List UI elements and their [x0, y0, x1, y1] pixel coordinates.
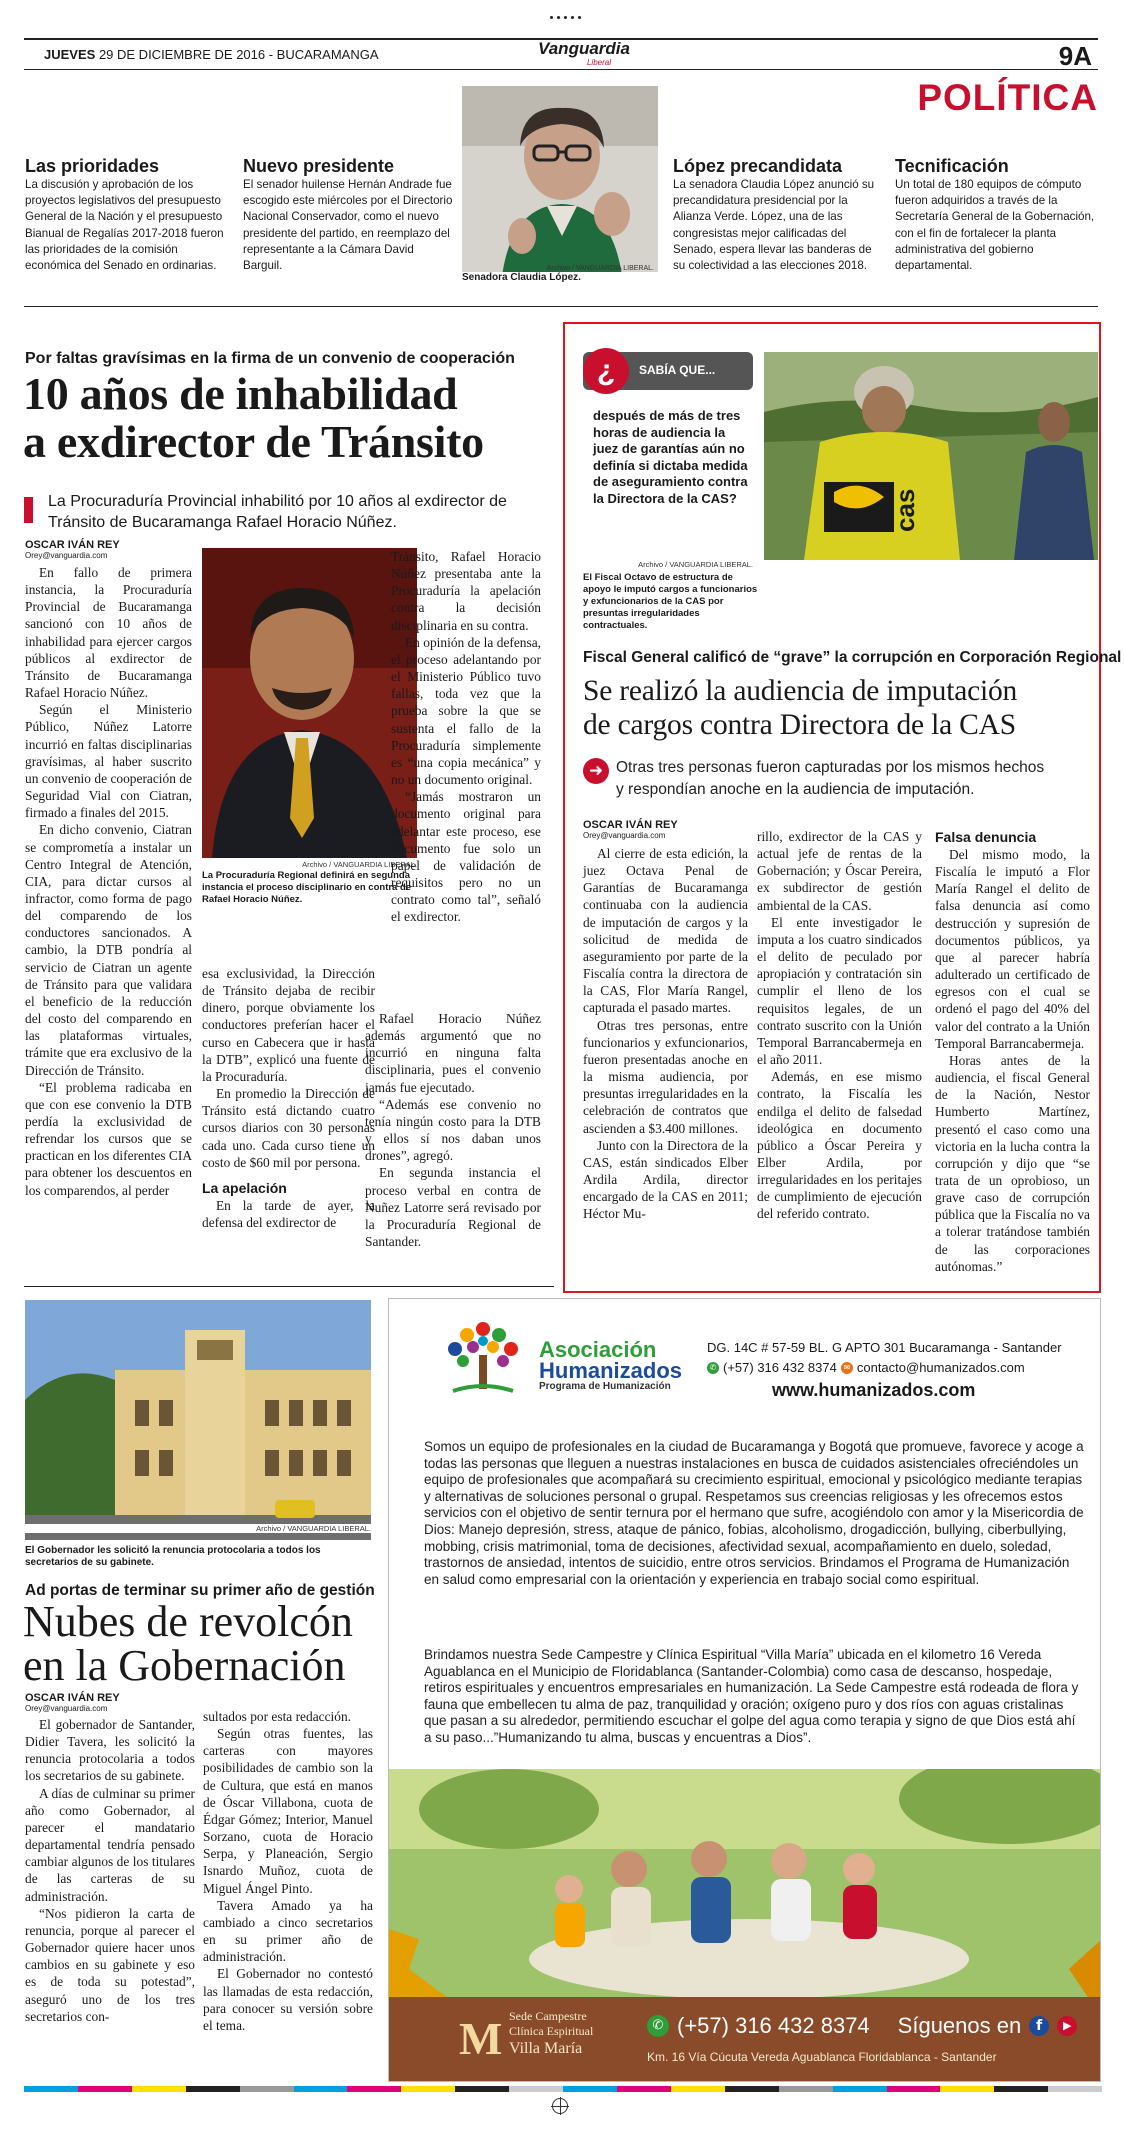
divider	[24, 306, 1098, 307]
header-date: JUEVES 29 DE DICIEMBRE DE 2016 - BUCARAMANGA	[44, 47, 379, 62]
article1-col1: En fallo de primera instancia, la Procuraduría Provincial de Bucaramanga sancionó con 10 años de inhabilidad para ejercer cargos públicos al exdirector de Tránsito de Bucaramanga Rafael Horacio Núñez. Según el Ministerio Público, Núñez Latorre incurrió en faltas disciplinarias gravísimas, al haber suscrito un convenio de cooperación de Seguridad Vial con Ciatran, firmado a finales del 2015. En dicho convenio, Ciatran se comprometía a instalar un Centro Integral de Atención, CIA, para dictar cursos al infractor, como forma de pago del comparendo de los conductores sancionados. A cambio, la DTB pondría al servicio de Ciatran un agente de Tránsito para que validara el beneficio de la reducción del costo del comparendo en las plataformas virtuales, trámite que era exclusivo de la Dirección de Tránsito. “El problema radicaba en que con ese convenio la DTB perdía la exclusividad de refrendar los cursos que se practican en los diferentes CIA para obtener los descuentos en los comparendos, al perder	[25, 565, 192, 1198]
brief-prioridades	[25, 155, 235, 274]
article2-summary: Otras tres personas fueron capturadas por los mismos hechos y respondían anoche en la audiencia de imputación.	[616, 759, 1045, 798]
email-icon: ✉	[841, 1362, 853, 1374]
gobernacion-photo	[25, 1300, 371, 1540]
summary-marker	[24, 497, 33, 523]
brief-title: López precandidata	[673, 156, 843, 176]
whatsapp-icon: ✆	[647, 2015, 669, 2037]
photo-caption: El Gobernador les solicitó la renuncia protocolaria a todos los secretarios de su gabinete.	[25, 1545, 321, 1568]
brief-lopez	[673, 155, 883, 274]
photo-caption: La Procuraduría Regional definirá en segunda instancia el proceso disciplinario en contra de Rafael Horacio Núñez.	[202, 870, 412, 905]
sabia-que-label: SABÍA QUE...	[639, 363, 716, 377]
divider	[24, 1286, 554, 1287]
ad-address: DG. 14C # 57-59 BL. G APTO 301 Bucaramanga - Santander	[707, 1340, 1062, 1355]
tree-logo-icon	[433, 1315, 533, 1395]
registration-mark-icon	[552, 2098, 568, 2114]
brief-tecnificacion	[895, 155, 1100, 274]
article2-kicker: Fiscal General calificó de “grave” la corrupción en Corporación Regional	[583, 649, 1122, 666]
villa-maria-name: Sede Campestre Clínica Espiritual Villa María	[509, 2009, 594, 2057]
phone-icon: ✆	[707, 1362, 719, 1374]
portrait-illustration	[462, 86, 658, 276]
photo-credit: Archivo / VANGUARDIA LIBERAL.	[546, 265, 654, 272]
subhead-apelacion: La apelación	[202, 1179, 287, 1196]
brief-title: Nuevo presidente	[243, 156, 395, 176]
article1-col3-bottom: Rafael Horacio Núñez además argumentó que no incurrió en ninguna falta disciplinaria, pues el convenio jamás fue ejecutado. “Además ese convenio no tenía ningún costo para la DTB y ellos sí nos daban unos drones”, agregó. En segunda instancia el proceso verbal en contra de Nuñez Latorre será revisado por la Procuraduría Regional de Santander.	[365, 1011, 541, 1250]
ad-footer-contact: ✆ (+57) 316 432 8374 Síguenos en f ▶	[647, 2013, 1077, 2039]
ad-website[interactable]: www.humanizados.com	[772, 1380, 976, 1400]
ad-paragraph-1: Somos un equipo de profesionales en la ciudad de Bucaramanga y Bogotá que promueve, favorece y acoge a todas las personas que lleguen a nuestras instalaciones en busca de cuidados asistenciales ofreciéndoles un equipo de profesionales que acompañará su crecimiento espiritual, emocional y psicológico mediante terapias y alternativas de soluciones personal o grupal. Respetamos sus creencias religiosas y les ofrecemos estos servicios con el objetivo de sentir ternura por el hermano que sufre, acogiéndolo con amor y la Misericordia de Dios: Manejo depresión, stress, ataque de pánico, fobias, alcoholismo, drogadicción, bullying, ciberbullying, mobbing, crisis matrimonial, toma de decisiones, afectividad sexual, acompañamiento en duelo, soledad, trastornos de ansiedad, intentos de suicidio, entre otros servicios. Brindamos el Programa de Humanización en salud como empresarial con la orientación y experiencia en trabajo social como espiritual.	[424, 1439, 1084, 1587]
villa-maria-logo: M	[459, 2013, 503, 2064]
article2-col1: Al cierre de esta edición, la juez Octava Penal de Garantías de Bucaramanga continuaba con la audiencia de imputación de cargos y la solicitud de medida de aseguramiento por parte de la Fiscalía contra la directora de la CAS, Flor María Rangel, capturada el pasado martes. Otras tres personas, entre funcionarios y exfuncionarios, fueron presentadas anoche en la misma audiencia, por presuntas irregularidades en la celebración de contratos que ascienden a $3.400 millones. Junto con la Directora de la CAS, están sindicados Elber Ardila Ardila, director encargado de la CAS en 2011; Héctor Mu-	[583, 846, 748, 1222]
article2-col3: Falsa denuncia Del mismo modo, la Fiscalía le imputó a Flor María Rangel el delito de falsa denuncia así como destrucción y supresión de documentos públicos, ya que al parecer habría adulterado un certificado de egresos con el cual se ordenó el pago del 40% del valor del contrato a la Unión Temporal Barrancabermeja. Horas antes de la audiencia, el fiscal General de la Nación, Nestor Humberto Martínez, presentó el caso como una victoria en la lucha contra la corrupción y dijo que “se trata de un oprobioso, un grave caso de corrupción pública que la Fiscalía no va a tolerar tratándose también de las corporaciones autónomas.”	[935, 829, 1090, 1274]
subhead-falsa-denuncia: Falsa denuncia	[935, 829, 1037, 845]
sabia-que-box	[583, 352, 753, 562]
page-number: 9A	[1058, 41, 1092, 71]
family-picnic-image	[389, 1769, 1101, 1999]
article1-headline: 10 años de inhabilidad a exdirector de Tránsito	[23, 368, 484, 467]
facebook-icon[interactable]: f	[1029, 2016, 1049, 2036]
brief-text: Un total de 180 equipos de cómputo fueron adquiridos a través de la Secretaría General de la Gobernación, con el fin de fortalecer la planta administrativa del gobierno departamental.	[895, 178, 1095, 273]
nunez-photo	[202, 548, 417, 916]
article3-col1: El gobernador de Santander, Didier Tavera, les solicitó la renuncia protocolaria a todos los secretarios de su gabinete. A días de culminar su primer año como Gobernador, al parecer el mandatario departamental tendría pensado cambiar algunos de los titulares de las carteras de su administración. “Nos pidieron la carta de renuncia, porque al parecer el Gobernador quiere hacer unos cambios en su gabinete y eso es de toda su potestad”, aseguró uno de los tres secretarios con-	[25, 1717, 195, 2024]
question-icon: ¿	[583, 348, 629, 394]
section-title: POLÍTICA	[917, 77, 1098, 118]
photo-credit: Archivo / VANGUARDIA LIBERAL.	[25, 1524, 371, 1533]
article1-kicker: Por faltas gravísimas en la firma de un convenio de cooperación	[25, 350, 515, 367]
article3-col2: sultados por esta redacción. Según otras fuentes, las carteras con mayores posibilidades de cambio son la de Cultura, que está en manos de Óscar Villabona, cuota de Édgar Gómez; Interior, Manuel Sorzano, cuota de Horacio Serpa, y Planeación, Sergio Isnardo Muñoz, cuota de Miguel Ángel Pinto. Tavera Amado ya ha cambiado a cinco secretarios en su primer año de administración. El Gobernador no contestó las llamadas de esta redacción, para conocer su versión sobre el tema.	[203, 1709, 373, 2033]
registration-dots	[550, 16, 590, 20]
field-illustration	[764, 352, 1098, 560]
brief-text: La discusión y aprobación de los proyectos legislativos del presupuesto General de la Nación y el presupuesto Bianual de Regalías 2017-2018 fueron las prioridades de la comisión económica del Senado en ordinarias.	[25, 178, 224, 273]
claudia-lopez-photo	[462, 86, 658, 284]
article3-headline: Nubes de revolcón en la Gobernación	[23, 1597, 353, 1690]
print-color-bar	[24, 2086, 1102, 2092]
photo-credit: Archivo / VANGUARDIA LIBERAL.	[302, 860, 417, 869]
brief-nuevo-presidente	[243, 155, 453, 274]
article1-col3-top: Tránsito, Rafael Horacio Núñez presentaba ante la Procuraduría la apelación contra la decisión disciplinaria en su contra. En opinión de la defensa, el proceso adelantando por el Ministerio Público tuvo fallas, toda vez que la prueba sobre la que se sustenta el fallo de la Procuraduría simplemente es “una copia mecánica” y no un documento original. “Jamás mostraron un documento original para adelantar este proceso, ese documento fue solo un papel de validación de requisitos pero no un contrato como tal”, señaló el exdirector.	[391, 549, 541, 925]
article3-kicker: Ad portas de terminar su primer año de gestión	[25, 1582, 375, 1599]
brief-title: Las prioridades	[25, 156, 160, 176]
cas-photo	[764, 352, 1098, 560]
article2-headline: Se realizó la audiencia de imputación de cargos contra Directora de la CAS	[583, 675, 1018, 741]
ad-org-name: Asociación Humanizados Programa de Humanización	[539, 1337, 683, 1392]
arrow-right-icon: ➜	[583, 758, 609, 784]
photo-caption: El Fiscal Octavo de estructura de apoyo le imputó cargos a funcionarios y exfuncionarios de la CAS por presuntas irregularidades contractuales.	[583, 572, 758, 631]
article1-col2: esa exclusividad, la Dirección de Tránsito dejaba de recibir dinero, porque obviamente los conductores preferían hacer el curso en Cabecera que ir hasta la DTB”, explicó una fuente de la Procuraduría. En promedio la Dirección de Tránsito está dictando cuatro cursos diarios con 30 personas cada uno. Cada curso tiene un costo de $60 mil por persona. La apelación En la tarde de ayer, la defensa del exdirector de	[202, 966, 375, 1231]
brief-title: Tecnificación	[895, 156, 1009, 176]
brief-text: El senador huilense Hernán Andrade fue escogido este miércoles por el Directorio Nacional Conservador, como el nuevo presidente del partido, en reemplazo del representante a la Cámara David Barguil.	[243, 178, 453, 273]
article1-summary: La Procuraduría Provincial inhabilitó por 10 años al exdirector de Tránsito de Bucaramanga Rafael Horacio Núñez.	[48, 493, 507, 531]
newspaper-logo: Vanguardia Liberal	[538, 39, 630, 67]
ad-footer	[389, 1997, 1101, 2082]
article1-byline: OSCAR IVÁN REY Orey@vanguardia.com	[25, 539, 120, 560]
ad-footer-address: Km. 16 Vía Cúcuta Vereda Aguablanca Floridablanca - Santander	[647, 2050, 997, 2064]
page-header	[24, 38, 1098, 70]
youtube-icon[interactable]: ▶	[1057, 2016, 1077, 2036]
portrait-illustration	[202, 548, 417, 858]
photo-caption: Senadora Claudia López.	[462, 272, 658, 284]
article2-col2: rillo, exdirector de la CAS y actual jefe de rentas de la Gobernación; y Óscar Pereira, ex subdirector de gestión ambiental de la CAS. El ente investigador le imputa a los cuatro sindicados el delito de peculado por apropiación y contratación sin cumplir el lleno de los requisitos legales, de un contrato suscrito con la Unión Temporal Barrancabermeja en el año 2011. Además, en ese mismo contrato, la Fiscalía les endilga el delito de falsedad ideológica en documento público a Óscar Pereira y Elber Ardila, por irregularidades en los peritajes de cumplimiento de ejecución del referido contrato.	[757, 829, 922, 1222]
photo-credit: Archivo / VANGUARDIA LIBERAL.	[638, 560, 753, 569]
ad-contact: ✆ (+57) 316 432 8374 ✉ contacto@humanizados.com	[707, 1359, 1025, 1376]
article2-byline: OSCAR IVÁN REY Orey@vanguardia.com	[583, 819, 678, 840]
brief-text: La senadora Claudia López anunció su precandidatura presidencial por la Alianza Verde. López, una de las congresistas mejor calificadas del Senado, espera llevar las banderas de su colectividad a las elecciones 2018.	[673, 178, 875, 273]
sabia-que-text: después de más de tres horas de audiencia la juez de garantías aún no definía si dictaba medida de aseguramiento contra la Directora de la CAS?	[593, 408, 748, 506]
building-illustration	[25, 1300, 371, 1540]
humanizados-ad	[388, 1298, 1101, 2082]
cas-vest-text: cas	[890, 488, 920, 532]
ad-paragraph-2: Brindamos nuestra Sede Campestre y Clínica Espiritual “Villa María” ubicada en el kilometro 16 Vereda Aguablanca en el Municipio de Floridablanca (Santander-Colombia) como casa de descanso, hospedaje, retiros espirituales y encuentros empresariales en humanización. La Sede Campestre está rodeada de flora y fauna que embellecen tu alma de paz, tranquilidad y oración; oxígeno puro y dos ríos con aguas cristalinas que pasan a su alrededor, permitiendo escuchar el golpe del agua como terapia y signo de que Dios está ahí a su paso...”Humanizando tu alma, buscas y encuentras a Dios”.	[424, 1647, 1079, 1745]
article3-byline: OSCAR IVÁN REY Orey@vanguardia.com	[25, 1692, 120, 1713]
